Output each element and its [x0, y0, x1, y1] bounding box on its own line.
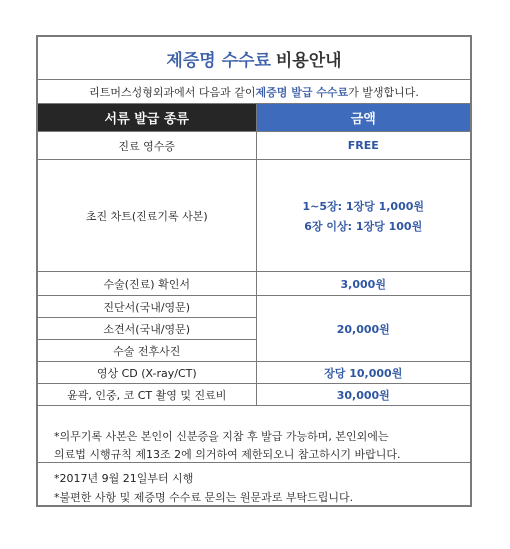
amount-diagnosis-group: 20,000원 — [256, 296, 470, 362]
table-header-row — [38, 104, 470, 132]
doc-chart-copy: 초진 차트(진료기록 사본) — [38, 160, 256, 272]
doc-surgery-confirmation: 수술(진료) 확인서 — [38, 272, 256, 296]
intro-highlight: 제증명 발급 수수료 — [255, 85, 349, 99]
table-row — [38, 272, 470, 296]
amount-chart-line1: 1~5장: 1장당 1,000원 — [302, 199, 425, 213]
header-document-type: 서류 발급 종류 — [38, 104, 256, 132]
doc-imaging-cd: 영상 CD (X-ray/CT) — [38, 362, 256, 384]
title-rest: 비용안내 — [275, 50, 342, 71]
table-row — [38, 132, 470, 160]
amount-chart-copy — [256, 160, 470, 272]
rule-line-1: *의무기록 사본은 본인이 신분증을 지참 후 발급 가능하며, 본인외에는 — [54, 430, 389, 443]
amount-imaging-cd: 장당 10,000원 — [256, 362, 470, 384]
intro-text — [38, 80, 470, 104]
title-highlight: 제증명 수수료 — [166, 50, 271, 71]
table-row — [38, 384, 470, 406]
doc-ct-scan: 윤곽, 인중, 코 CT 촬영 및 진료비 — [38, 384, 256, 406]
table-row — [38, 296, 470, 318]
effective-notice — [38, 463, 470, 507]
amount-ct-scan: 30,000원 — [256, 384, 470, 406]
effective-date: *2017년 9월 21일부터 시행 — [54, 472, 194, 485]
doc-surgery-photos: 수술 전후사진 — [38, 340, 256, 362]
rule-line-2: 의료법 시행규칙 제13조 2에 의거하여 제한되오니 참고하시기 바랍니다. — [54, 448, 401, 461]
header-amount: 금액 — [256, 104, 470, 132]
table-row — [38, 362, 470, 384]
fee-table — [38, 104, 470, 406]
amount-receipt: FREE — [256, 132, 470, 160]
doc-diagnosis: 진단서(국내/영문) — [38, 296, 256, 318]
notice-title — [38, 37, 470, 80]
table-row — [38, 160, 470, 272]
doc-receipt: 진료 영수증 — [38, 132, 256, 160]
inquiry-note: *불편한 사항 및 제증명 수수료 문의는 원문과로 부탁드립니다. — [54, 491, 354, 504]
fee-notice — [36, 35, 472, 507]
medical-record-notice — [38, 422, 470, 463]
amount-surgery-confirmation: 3,000원 — [256, 272, 470, 296]
doc-medical-opinion: 소견서(국내/영문) — [38, 318, 256, 340]
intro-post: 가 발생합니다. — [348, 85, 419, 99]
amount-chart-line2: 6장 이상: 1장당 100원 — [304, 219, 423, 233]
intro-pre: 리트머스성형외과에서 다음과 같이 — [89, 85, 256, 99]
